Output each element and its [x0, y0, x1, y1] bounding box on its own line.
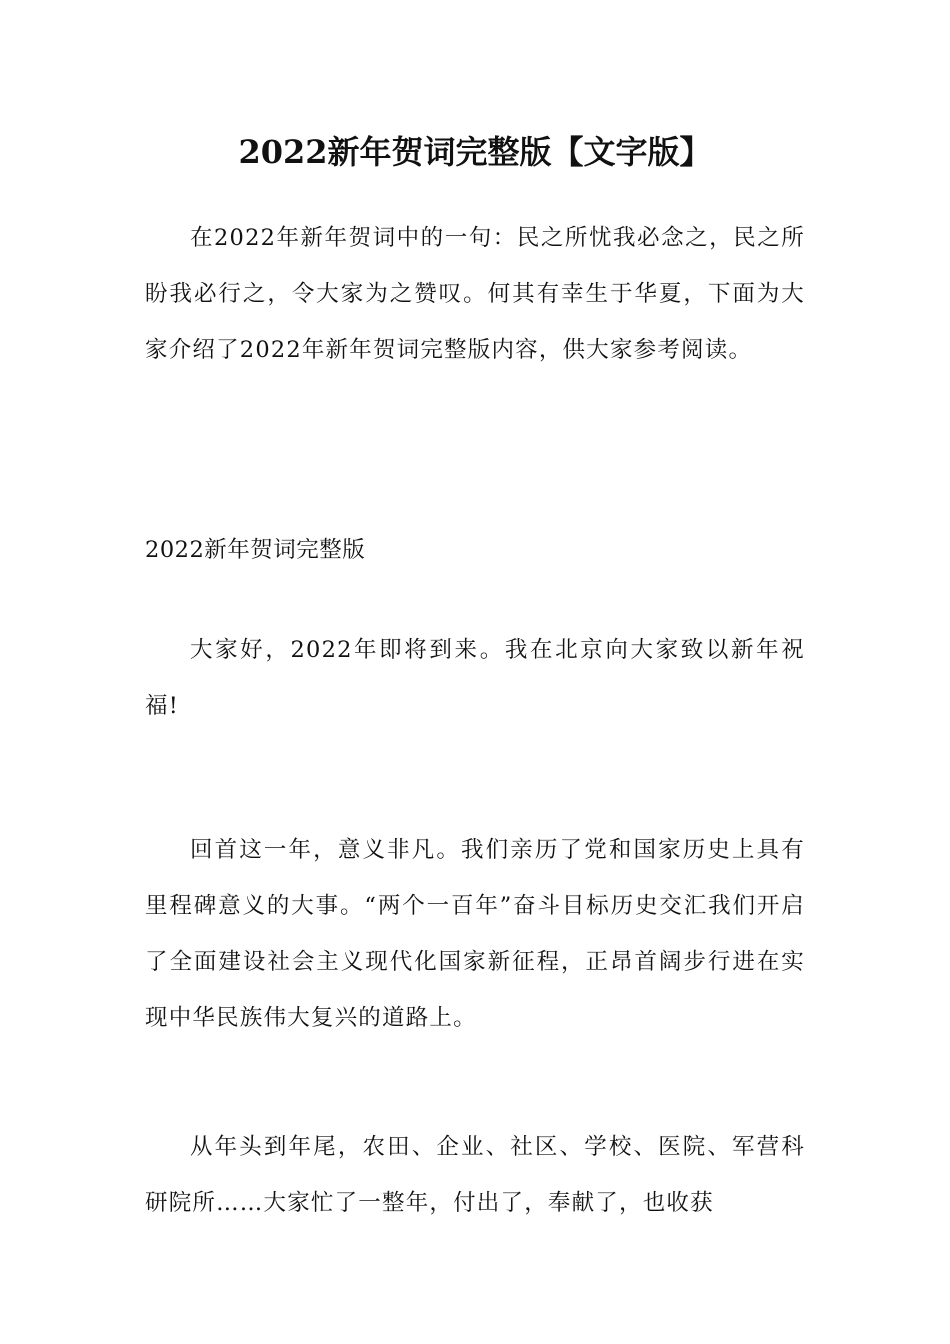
intro-paragraph: 在2022年新年贺词中的一句：民之所忧我必念之，民之所盼我必行之，令大家为之赞叹。何其有幸生于华夏，下面为大家介绍了2022年新年贺词完整版内容，供大家参考阅读。 — [145, 225, 805, 363]
document-title: 2022新年贺词完整版【文字版】 — [238, 133, 712, 171]
section-heading: 2022新年贺词完整版 — [145, 537, 366, 563]
body-paragraph-3: 从年头到年尾，农田、企业、社区、学校、医院、军营科研院所……大家忙了一整年，付出了，奉献了，也收获 — [145, 1134, 805, 1216]
body-paragraph-1: 大家好，2022年即将到来。我在北京向大家致以新年祝福! — [145, 637, 805, 719]
body-paragraph-2: 回首这一年，意义非凡。我们亲历了党和国家历史上具有里程碑意义的大事。“两个一百年”奋斗目标历史交汇我们开启了全面建设社会主义现代化国家新征程，正昂首阔步行进在实现中华民族伟大复兴的道路上。 — [145, 837, 805, 1031]
